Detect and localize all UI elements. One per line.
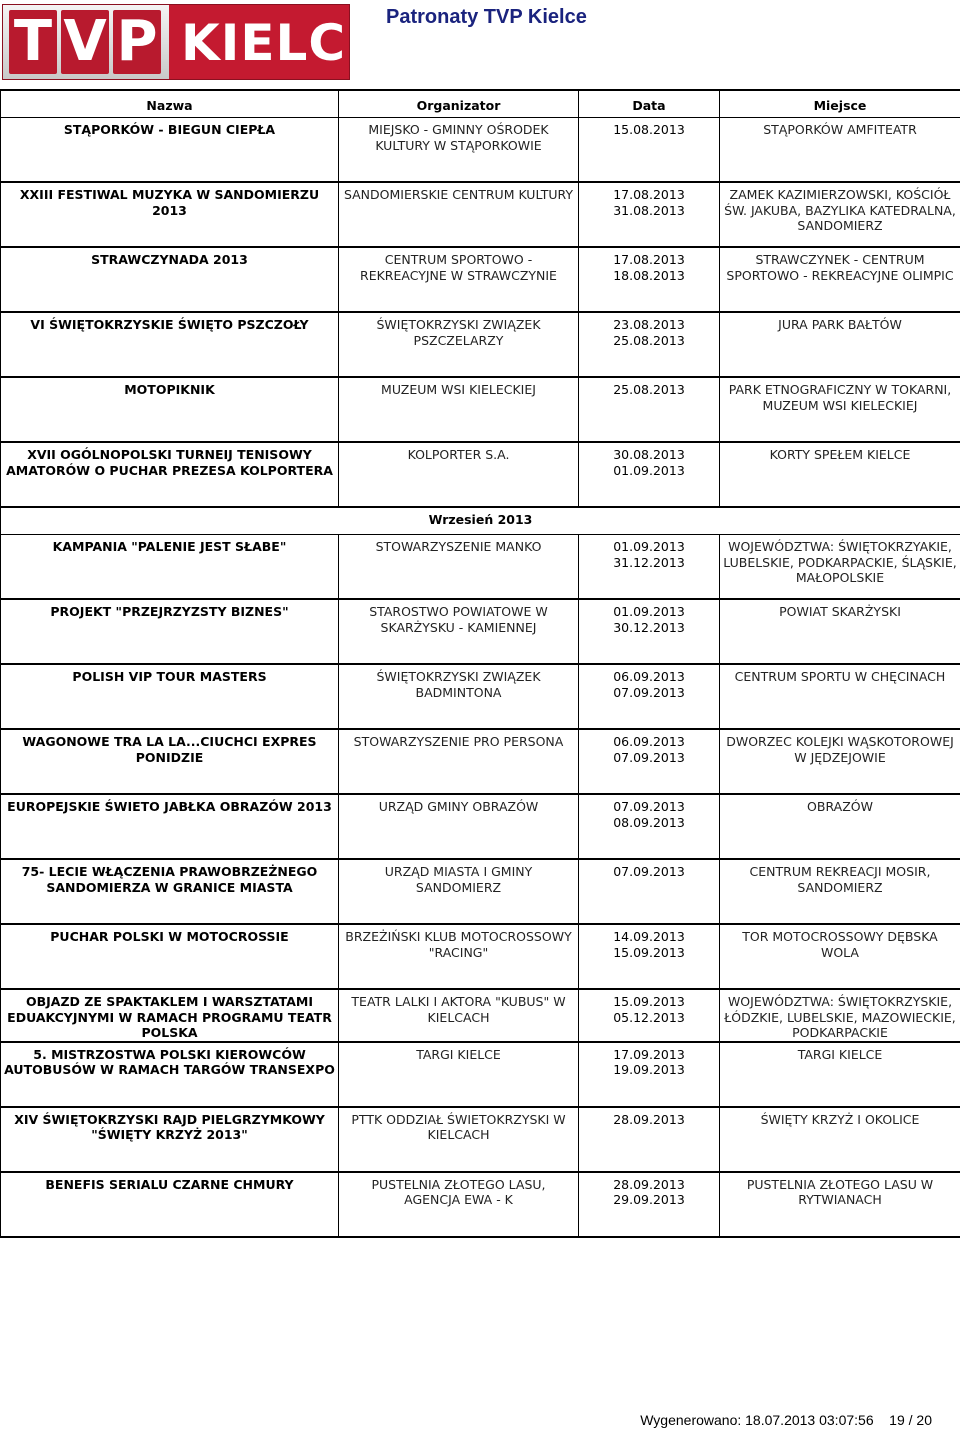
date-value: 08.09.2013	[613, 814, 685, 830]
organizer-cell: PTTK ODDZIAŁ ŚWIETOKRZYSKI W KIELCACH	[339, 1107, 579, 1172]
date-cell	[579, 599, 720, 664]
date-cell	[579, 794, 720, 859]
table-row	[1, 1172, 960, 1237]
date-cell	[579, 1172, 720, 1237]
event-name-cell: STĄPORKÓW - BIEGUN CIEPŁA	[1, 118, 339, 183]
organizer-cell: TARGI KIELCE	[339, 1042, 579, 1107]
date-value: 25.08.2013	[613, 382, 685, 397]
place-cell: CENTRUM SPORTU W CHĘCINACH	[720, 664, 960, 729]
generated-timestamp: Wygenerowano: 18.07.2013 03:07:56	[640, 1412, 874, 1428]
date-value: 07.09.2013	[613, 864, 685, 879]
date-value: 17.08.2013	[613, 187, 685, 202]
date-value: 06.09.2013	[613, 669, 685, 684]
date-cell	[579, 664, 720, 729]
place-cell: TARGI KIELCE	[720, 1042, 960, 1107]
table-row	[1, 729, 960, 794]
organizer-cell: BRZEŻIŃSKI KLUB MOTOCROSSOWY "RACING"	[339, 924, 579, 989]
event-name-cell: OBJAZD ZE SPAKTAKLEM I WARSZTATAMI EDUAKCYJNYMI W RAMACH PROGRAMU TEATR POLSKA	[1, 989, 339, 1042]
place-cell: STRAWCZYNEK - CENTRUM SPORTOWO - REKREACYJNE OLIMPIC	[720, 247, 960, 312]
date-value: 06.09.2013	[613, 734, 685, 749]
table-row	[1, 1042, 960, 1107]
column-header-name: Nazwa	[1, 90, 339, 118]
date-cell	[579, 859, 720, 924]
date-value: 17.08.2013	[613, 252, 685, 267]
organizer-cell: TEATR LALKI I AKTORA "KUBUS" W KIELCACH	[339, 989, 579, 1042]
date-value: 30.08.2013	[613, 447, 685, 462]
date-value: 07.09.2013	[613, 799, 685, 814]
organizer-cell: ŚWIĘTOKRZYSKI ZWIĄZEK PSZCZELARZY	[339, 312, 579, 377]
place-cell: ŚWIĘTY KRZYŻ I OKOLICE	[720, 1107, 960, 1172]
organizer-cell: MUZEUM WSI KIELECKIEJ	[339, 377, 579, 442]
place-cell: OBRAZÓW	[720, 794, 960, 859]
logo-letter-v: V	[61, 10, 109, 74]
table-row	[1, 859, 960, 924]
tvp-kielce-logo	[2, 4, 382, 80]
event-name-cell: VI ŚWIĘTOKRZYSKIE ŚWIĘTO PSZCZOŁY	[1, 312, 339, 377]
place-cell: JURA PARK BAŁTÓW	[720, 312, 960, 377]
event-name-cell: XXIII FESTIWAL MUZYKA W SANDOMIERZU 2013	[1, 182, 339, 247]
date-cell	[579, 989, 720, 1042]
table-row	[1, 377, 960, 442]
date-value: 31.08.2013	[613, 202, 685, 218]
date-value: 18.08.2013	[613, 267, 685, 283]
place-cell: CENTRUM REKREACJI MOSIR, SANDOMIERZ	[720, 859, 960, 924]
organizer-cell: STAROSTWO POWIATOWE W SKARŻYSKU - KAMIENNEJ	[339, 599, 579, 664]
date-value: 01.09.2013	[613, 539, 685, 554]
date-cell	[579, 118, 720, 183]
date-cell	[579, 1042, 720, 1107]
event-name-cell: MOTOPIKNIK	[1, 377, 339, 442]
page-title: Patronaty TVP Kielce	[386, 6, 587, 28]
table-row	[1, 794, 960, 859]
date-value: 23.08.2013	[613, 317, 685, 332]
event-name-cell: POLISH VIP TOUR MASTERS	[1, 664, 339, 729]
event-name-cell: PUCHAR POLSKI W MOTOCROSSIE	[1, 924, 339, 989]
date-value: 31.12.2013	[613, 554, 685, 570]
date-value: 14.09.2013	[613, 929, 685, 944]
table-row	[1, 247, 960, 312]
organizer-cell: STOWARZYSZENIE PRO PERSONA	[339, 729, 579, 794]
place-cell: STĄPORKÓW AMFITEATR	[720, 118, 960, 183]
place-cell: PUSTELNIA ZŁOTEGO LASU W RYTWIANACH	[720, 1172, 960, 1237]
place-cell: PARK ETNOGRAFICZNY W TOKARNI, MUZEUM WSI KIELECKIEJ	[720, 377, 960, 442]
table-row	[1, 599, 960, 664]
event-name-cell: STRAWCZYNADA 2013	[1, 247, 339, 312]
date-cell	[579, 312, 720, 377]
event-name-cell: BENEFIS SERIALU CZARNE CHMURY	[1, 1172, 339, 1237]
event-name-cell: EUROPEJSKIE ŚWIETO JABŁKA OBRAZÓW 2013	[1, 794, 339, 859]
column-header-place: Miejsce	[720, 90, 960, 118]
date-value: 15.09.2013	[613, 944, 685, 960]
date-cell	[579, 377, 720, 442]
tvp-logo-box	[3, 5, 169, 79]
place-cell: POWIAT SKARŻYSKI	[720, 599, 960, 664]
event-name-cell: 5. MISTRZOSTWA POLSKI KIEROWCÓW AUTOBUSÓW W RAMACH TARGÓW TRANSEXPO	[1, 1042, 339, 1107]
table-row	[1, 118, 960, 183]
logo-letter-p: P	[113, 10, 161, 74]
month-label: Wrzesień 2013	[1, 507, 960, 535]
date-cell	[579, 182, 720, 247]
place-cell: ZAMEK KAZIMIERZOWSKI, KOŚCIÓŁ ŚW. JAKUBA, BAZYLIKA KATEDRALNA, SANDOMIERZ	[720, 182, 960, 247]
logo-city-text: KIELCE	[181, 14, 382, 72]
event-name-cell: 75- LECIE WŁĄCZENIA PRAWOBRZEŻNEGO SANDOMIERZA W GRANICE MIASTA	[1, 859, 339, 924]
table-row	[1, 442, 960, 507]
table-row	[1, 924, 960, 989]
date-cell	[579, 535, 720, 600]
organizer-cell: STOWARZYSZENIE MANKO	[339, 535, 579, 600]
table-header-row	[1, 90, 960, 118]
place-cell: WOJEWÓDZTWA: ŚWIĘTOKRZYSKIE, ŁÓDZKIE, LUBELSKIE, MAZOWIECKIE, PODKARPACKIE	[720, 989, 960, 1042]
organizer-cell: ŚWIĘTOKRZYSKI ZWIĄZEK BADMINTONA	[339, 664, 579, 729]
date-value: 17.09.2013	[613, 1046, 685, 1062]
month-separator-row	[1, 507, 960, 535]
logo-letter-t: T	[9, 10, 57, 74]
events-table	[0, 89, 960, 1238]
date-cell	[579, 729, 720, 794]
event-name-cell: KAMPANIA "PALENIE JEST SŁABE"	[1, 535, 339, 600]
place-cell: DWORZEC KOLEJKI WĄSKOTOROWEJ W JĘDZEJOWIE	[720, 729, 960, 794]
place-cell: KORTY SPEŁEM KIELCE	[720, 442, 960, 507]
date-value: 19.09.2013	[613, 1062, 685, 1077]
date-value: 28.09.2013	[613, 1176, 685, 1192]
table-row	[1, 989, 960, 1042]
event-name-cell: PROJEKT "PRZEJRZYZSTY BIZNES"	[1, 599, 339, 664]
date-value: 29.09.2013	[613, 1192, 685, 1207]
date-value: 15.09.2013	[613, 994, 685, 1009]
date-value: 15.08.2013	[613, 122, 685, 137]
column-header-date: Data	[579, 90, 720, 118]
organizer-cell: URZĄD GMINY OBRAZÓW	[339, 794, 579, 859]
event-name-cell: WAGONOWE TRA LA LA...CIUCHCI EXPRES PONIDZIE	[1, 729, 339, 794]
date-value: 30.12.2013	[613, 619, 685, 635]
date-cell	[579, 442, 720, 507]
organizer-cell: SANDOMIERSKIE CENTRUM KULTURY	[339, 182, 579, 247]
date-value: 07.09.2013	[613, 684, 685, 700]
date-value: 01.09.2013	[613, 604, 685, 619]
table-row	[1, 182, 960, 247]
organizer-cell: URZĄD MIASTA I GMINY SANDOMIERZ	[339, 859, 579, 924]
column-header-organizer: Organizator	[339, 90, 579, 118]
date-value: 28.09.2013	[613, 1111, 685, 1127]
organizer-cell: KOLPORTER S.A.	[339, 442, 579, 507]
date-value: 05.12.2013	[613, 1009, 685, 1025]
events-table-body	[1, 118, 960, 1237]
event-name-cell: XIV ŚWIĘTOKRZYSKI RAJD PIELGRZYMKOWY "ŚWIĘTY KRZYŻ 2013"	[1, 1107, 339, 1172]
date-value: 07.09.2013	[613, 749, 685, 765]
place-cell: TOR MOTOCROSSOWY DĘBSKA WOLA	[720, 924, 960, 989]
organizer-cell: MIEJSKO - GMINNY OŚRODEK KULTURY W STĄPORKOWIE	[339, 118, 579, 183]
table-row	[1, 312, 960, 377]
place-cell: WOJEWÓDZTWA: ŚWIĘTOKRZYAKIE, LUBELSKIE, PODKARPACKIE, ŚLĄSKIE, MAŁOPOLSKIE	[720, 535, 960, 600]
date-cell	[579, 247, 720, 312]
date-value: 25.08.2013	[613, 332, 685, 348]
date-cell	[579, 924, 720, 989]
event-name-cell: XVII OGÓLNOPOLSKI TURNEIJ TENISOWY AMATORÓW O PUCHAR PREZESA KOLPORTERA	[1, 442, 339, 507]
table-row	[1, 1107, 960, 1172]
table-row	[1, 535, 960, 600]
date-cell	[579, 1107, 720, 1172]
page-footer	[640, 1412, 932, 1428]
organizer-cell: PUSTELNIA ZŁOTEGO LASU, AGENCJA EWA - K	[339, 1172, 579, 1237]
organizer-cell: CENTRUM SPORTOWO - REKREACYJNE W STRAWCZYNIE	[339, 247, 579, 312]
table-row	[1, 664, 960, 729]
page-number: 19 / 20	[889, 1412, 932, 1428]
date-value: 01.09.2013	[613, 462, 685, 478]
